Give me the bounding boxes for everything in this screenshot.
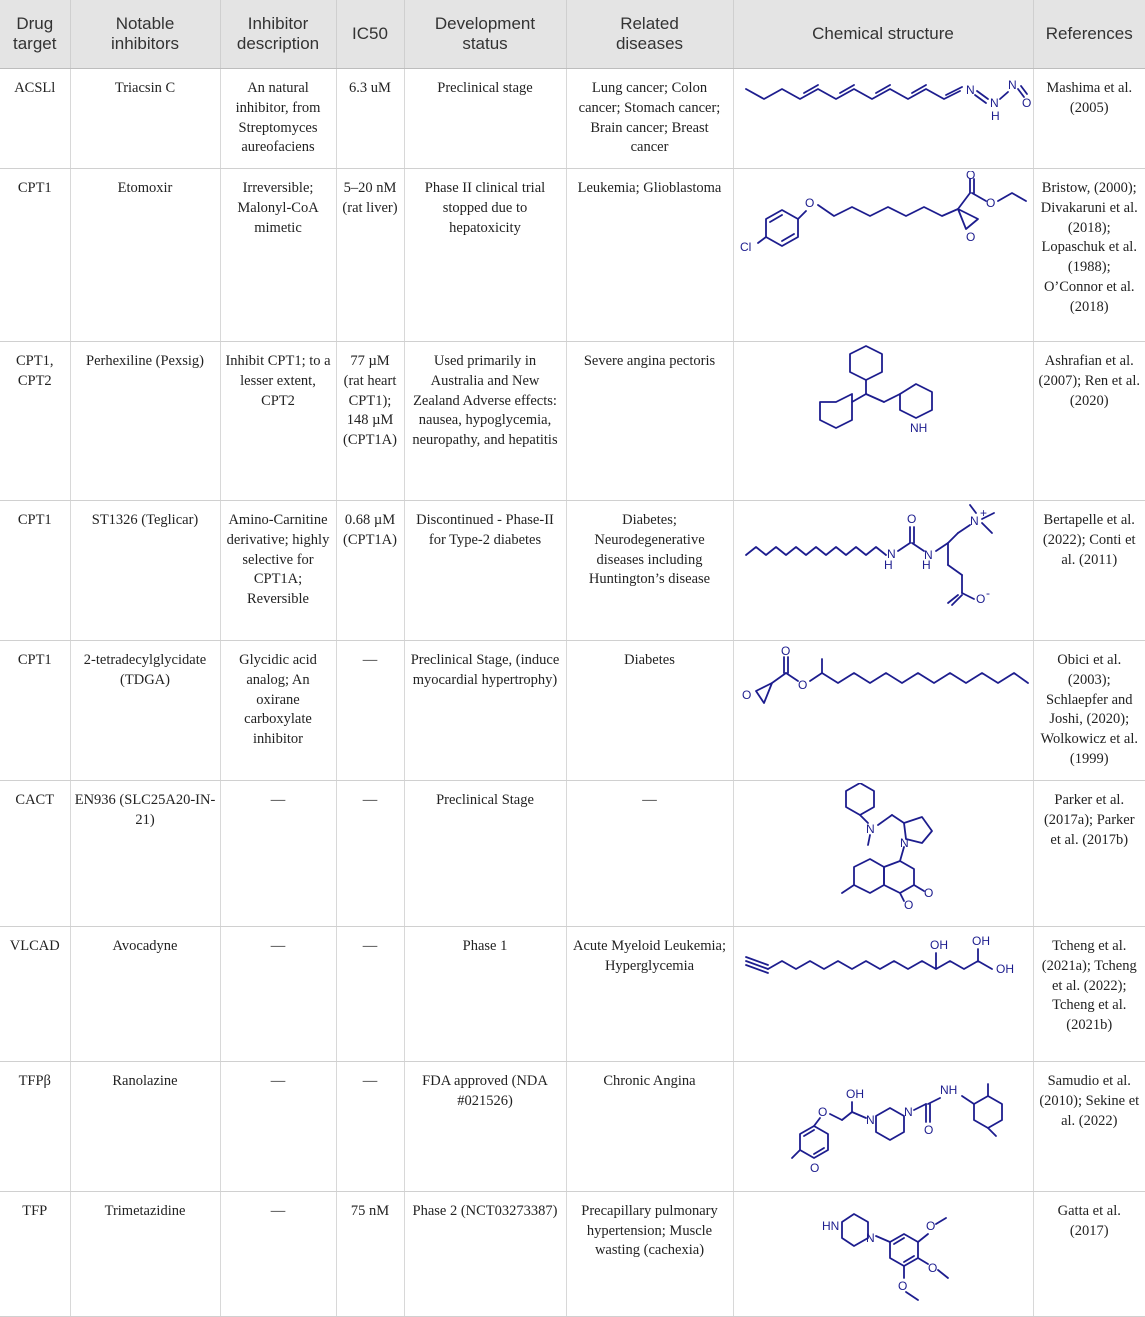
- cell-target: VLCAD: [0, 927, 70, 1062]
- cell-structure: [733, 1191, 1033, 1316]
- atom-o-label: O: [965, 171, 975, 182]
- cell-structure: [733, 169, 1033, 342]
- cell-target: TFP: [0, 1191, 70, 1316]
- cell-references: Parker et al. (2017a); Parker et al. (2017b): [1033, 781, 1145, 927]
- cell-inhibitor: Perhexiline (Pexsig): [70, 342, 220, 501]
- header-inhibitor-description: Inhibitor description: [220, 0, 336, 69]
- cell-diseases: Diabetes: [566, 641, 733, 781]
- cell-references: Gatta et al. (2017): [1033, 1191, 1145, 1316]
- cell-description: Amino-Carnitine derivative; highly selective for CPT1A; Reversible: [220, 501, 336, 641]
- cell-references: Samudio et al. (2010); Sekine et al. (2022): [1033, 1062, 1145, 1192]
- table-row: [0, 342, 1145, 501]
- cell-status: Phase II clinical trial stopped due to hepatoxicity: [404, 169, 566, 342]
- cell-status: Phase 2 (NCT03273387): [404, 1191, 566, 1316]
- tdga-structure: [734, 643, 1034, 723]
- cell-references: Mashima et al. (2005): [1033, 69, 1145, 169]
- cell-references: Tcheng et al. (2021a); Tcheng et al. (2022); Tcheng et al. (2021b): [1033, 927, 1145, 1062]
- cell-target: CPT1: [0, 501, 70, 641]
- atom-n-label: N: [865, 1113, 875, 1127]
- cell-inhibitor: Ranolazine: [70, 1062, 220, 1192]
- cell-references: Obici et al. (2003); Schlaepfer and Joshi, (2020); Wolkowicz et al. (1999): [1033, 641, 1145, 781]
- cell-status: Discontinued - Phase-II for Type-2 diabetes: [404, 501, 566, 641]
- atom-cl-label: Cl: [739, 240, 751, 254]
- cell-structure: [733, 641, 1033, 781]
- atom-n-label: N: [965, 83, 975, 97]
- cell-ic50: —: [336, 641, 404, 781]
- atom-o-label: O: [809, 1161, 819, 1175]
- atom-oh-label: OH: [995, 962, 1014, 976]
- cell-status: Used primarily in Australia and New Zealand Adverse effects: nausea, hypoglycemia, neuropathy, and hepatitis: [404, 342, 566, 501]
- atom-o-label: O: [741, 688, 751, 702]
- header-row: [0, 0, 1145, 69]
- table-row: [0, 169, 1145, 342]
- ranolazine-structure: [734, 1064, 1034, 1184]
- atom-o-label: O: [797, 678, 807, 692]
- atom-n-label: N: [923, 548, 933, 562]
- cell-structure: [733, 342, 1033, 501]
- header-references: References: [1033, 0, 1145, 69]
- cell-structure: [733, 1062, 1033, 1192]
- cell-description: An natural inhibitor, from Streptomyces aureofaciens: [220, 69, 336, 169]
- cell-ic50: 77 µM (rat heart CPT1); 148 µM (CPT1A): [336, 342, 404, 501]
- atom-o-label: O: [923, 1123, 933, 1137]
- atom-n-label: N: [865, 1230, 875, 1245]
- atom-o-label: O: [903, 898, 913, 912]
- atom-h-label: H: [990, 109, 1000, 123]
- en936-structure: [734, 783, 1034, 913]
- atom-h-label: H: [883, 558, 893, 572]
- cell-target: CACT: [0, 781, 70, 927]
- atom-n-label: N: [899, 836, 909, 850]
- cell-status: FDA approved (NDA #021526): [404, 1062, 566, 1192]
- cell-description: —: [220, 1062, 336, 1192]
- cell-diseases: Chronic Angina: [566, 1062, 733, 1192]
- header-development-status: Development status: [404, 0, 566, 69]
- atom-o-label: O: [906, 512, 916, 526]
- cell-references: Bertapelle et al. (2022); Conti et al. (2011): [1033, 501, 1145, 641]
- cell-ic50: 6.3 uM: [336, 69, 404, 169]
- cell-ic50: 75 nM: [336, 1191, 404, 1316]
- table-row: [0, 69, 1145, 169]
- atom-n-label: N: [865, 822, 875, 836]
- atom-n-label: N: [903, 1105, 913, 1119]
- atom-o-label: O: [804, 196, 814, 210]
- table-row: [0, 1191, 1145, 1316]
- cell-references: Ashrafian et al. (2007); Ren et al. (2020): [1033, 342, 1145, 501]
- cell-diseases: Lung cancer; Colon cancer; Stomach cancer; Brain cancer; Breast cancer: [566, 69, 733, 169]
- cell-description: —: [220, 927, 336, 1062]
- header-ic50: IC50: [336, 0, 404, 69]
- atom-o-label: O: [923, 886, 933, 900]
- cell-inhibitor: EN936 (SLC25A20-IN-21): [70, 781, 220, 927]
- header-drug-target: Drug target: [0, 0, 70, 69]
- atom-nh-label: NH: [909, 421, 927, 435]
- cell-inhibitor: 2-tetradecylglycidate (TDGA): [70, 641, 220, 781]
- header-related-diseases: Related diseases: [566, 0, 733, 69]
- cell-status: Preclinical Stage, (induce myocardial hypertrophy): [404, 641, 566, 781]
- cell-diseases: Severe angina pectoris: [566, 342, 733, 501]
- atom-o-label: O: [985, 196, 995, 210]
- atom-o-label: O: [897, 1278, 907, 1293]
- cell-diseases: Precapillary pulmonary hypertension; Muscle wasting (cachexia): [566, 1191, 733, 1316]
- trimetazidine-structure: [734, 1194, 1034, 1304]
- cell-diseases: Leukemia; Glioblastoma: [566, 169, 733, 342]
- cell-inhibitor: Etomoxir: [70, 169, 220, 342]
- table-row: [0, 501, 1145, 641]
- triacsin-c-structure: [734, 71, 1034, 141]
- charge-minus-label: -: [985, 586, 990, 600]
- atom-h-label: H: [921, 558, 931, 572]
- cell-structure: [733, 69, 1033, 169]
- cell-ic50: —: [336, 927, 404, 1062]
- atom-hn-label: HN: [821, 1218, 839, 1233]
- atom-nh-label: NH: [939, 1083, 957, 1097]
- header-chemical-structure: Chemical structure: [733, 0, 1033, 69]
- cell-diseases: Diabetes; Neurodegenerative diseases including Huntington’s disease: [566, 501, 733, 641]
- cell-description: Inhibit CPT1; to a lesser extent, CPT2: [220, 342, 336, 501]
- cell-description: Irreversible; Malonyl-CoA mimetic: [220, 169, 336, 342]
- atom-o-label: O: [780, 644, 790, 658]
- atom-o-label: O: [925, 1218, 935, 1233]
- cell-target: CPT1: [0, 641, 70, 781]
- cell-diseases: Acute Myeloid Leukemia; Hyperglycemia: [566, 927, 733, 1062]
- cell-target: ACSLl: [0, 69, 70, 169]
- cell-description: Glycidic acid analog; An oxirane carboxylate inhibitor: [220, 641, 336, 781]
- cell-target: TFPβ: [0, 1062, 70, 1192]
- atom-o-label: O: [817, 1105, 827, 1119]
- cell-structure: [733, 781, 1033, 927]
- cell-references: Bristow, (2000); Divakaruni et al. (2018); Lopaschuk et al. (1988); O’Connor et al. (2018): [1033, 169, 1145, 342]
- atom-oh-label: OH: [929, 938, 948, 952]
- atom-n-label: N: [989, 96, 999, 110]
- cell-structure: [733, 501, 1033, 641]
- etomoxir-structure: [734, 171, 1034, 271]
- table-row: [0, 641, 1145, 781]
- atom-o-label: O: [927, 1260, 937, 1275]
- cell-structure: [733, 927, 1033, 1062]
- atom-ominus-label: O: [975, 592, 985, 606]
- table-row: [0, 1062, 1145, 1192]
- cell-description: —: [220, 781, 336, 927]
- cell-status: Phase 1: [404, 927, 566, 1062]
- cell-ic50: 5–20 nM (rat liver): [336, 169, 404, 342]
- table-row: [0, 781, 1145, 927]
- cell-inhibitor: Triacsin C: [70, 69, 220, 169]
- cell-status: Preclinical stage: [404, 69, 566, 169]
- cell-inhibitor: Avocadyne: [70, 927, 220, 1062]
- cell-inhibitor: ST1326 (Teglicar): [70, 501, 220, 641]
- teglicar-structure: [734, 503, 1034, 613]
- table-row: [0, 927, 1145, 1062]
- cell-status: Preclinical Stage: [404, 781, 566, 927]
- cell-description: —: [220, 1191, 336, 1316]
- cell-ic50: —: [336, 781, 404, 927]
- cell-target: CPT1: [0, 169, 70, 342]
- atom-nplus-label: N: [969, 514, 979, 528]
- atom-n-label: N: [886, 547, 896, 561]
- atom-oh-label: OH: [971, 934, 990, 948]
- charge-plus-label: +: [979, 506, 987, 520]
- cell-target: CPT1, CPT2: [0, 342, 70, 501]
- atom-o-label: O: [965, 230, 975, 244]
- atom-o-label: O: [1021, 96, 1031, 110]
- avocadyne-structure: [734, 929, 1034, 989]
- cell-diseases: —: [566, 781, 733, 927]
- cell-ic50: —: [336, 1062, 404, 1192]
- perhexiline-structure: [734, 344, 1034, 444]
- cell-ic50: 0.68 µM (CPT1A): [336, 501, 404, 641]
- cell-inhibitor: Trimetazidine: [70, 1191, 220, 1316]
- header-notable-inhibitors: Notable inhibitors: [70, 0, 220, 69]
- atom-oh-label: OH: [845, 1087, 864, 1101]
- atom-n-label: N: [1007, 78, 1017, 92]
